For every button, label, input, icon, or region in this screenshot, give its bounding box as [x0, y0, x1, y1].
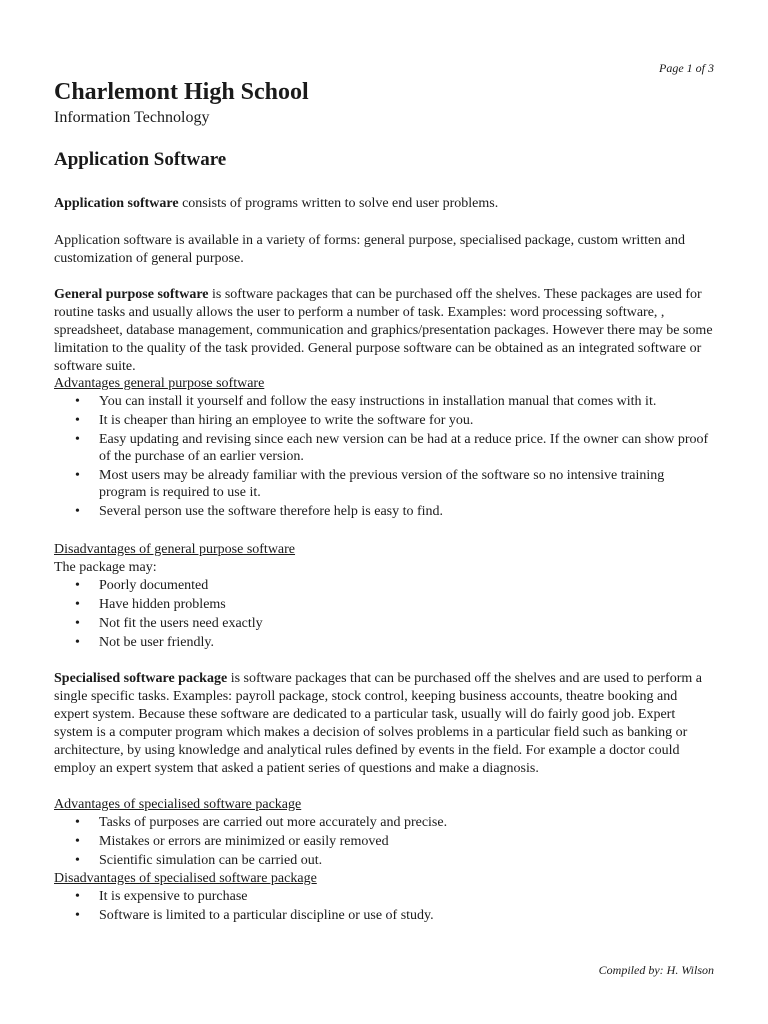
department-subtitle: Information Technology: [54, 109, 210, 126]
page-number: Page 1 of 3: [659, 61, 714, 75]
specialised-text: is software packages that can be purchased off the shelves and are used to perform a single specific tasks. Examples: payroll package, stock control, keeping business accounts, theatre booking and expert system. Because these software are dedicated to a particular task, usually will do fairly good job. Expert system is a computer program which makes a decision of solves problems in a particular field such as banking or architecture, by using knowledge and analytical rules defined by events in the field. For example a doctor could employ an expert system that asked a patient series of questions and make a diagnosis.: [54, 671, 702, 776]
list-item: • Mistakes or errors are minimized or easily removed: [54, 833, 714, 850]
list-item: • Several person use the software therefore help is easy to find.: [54, 503, 714, 520]
general-purpose-term: General purpose software: [54, 287, 209, 302]
specialised-advantages-heading: Advantages of specialised software package: [54, 797, 302, 812]
list-item: • Easy updating and revising since each new version can be had at a reduce price. If the owner can show proof of the purchase of an earlier version.: [54, 431, 714, 465]
specialised-advantages-section: [54, 796, 714, 871]
specialised-disadvantages-heading: Disadvantages of specialised software package: [54, 871, 317, 886]
forms-text: Application software is available in a variety of forms: general purpose, specialised package, custom written and customization of general purpose.: [54, 233, 685, 266]
general-disadvantages-list: [54, 577, 714, 651]
list-item: • You can install it yourself and follow the easy instructions in installation manual that comes with it.: [54, 393, 714, 410]
list-item: • It is expensive to purchase: [54, 888, 714, 905]
intro-text: consists of programs written to solve end user problems.: [178, 196, 499, 211]
intro-paragraph: [54, 195, 714, 213]
list-item: • Not fit the users need exactly: [54, 615, 714, 632]
list-item: • Scientific simulation can be carried out.: [54, 852, 714, 869]
list-item: • Poorly documented: [54, 577, 714, 594]
list-item: • Not be user friendly.: [54, 634, 714, 651]
specialised-term: Specialised software package: [54, 671, 228, 686]
section-title: Application Software: [54, 149, 227, 170]
footer-compiled-by: Compiled by: H. Wilson: [598, 963, 714, 977]
general-advantages-heading: Advantages general purpose software: [54, 376, 265, 391]
list-item: • Most users may be already familiar with the previous version of the software so no intensive training program is required to use it.: [54, 467, 714, 501]
school-title: Charlemont High School: [54, 79, 309, 105]
general-disadvantages-heading: Disadvantages of general purpose software: [54, 542, 296, 557]
general-advantages-section: [54, 375, 714, 522]
general-disadvantages-intro: The package may:: [54, 560, 157, 575]
forms-paragraph: [54, 232, 714, 268]
list-item: • Tasks of purposes are carried out more accurately and precise.: [54, 814, 714, 831]
document-page: [54, 0, 714, 1024]
list-item: • Software is limited to a particular discipline or use of study.: [54, 907, 714, 924]
general-disadvantages-section: [54, 541, 714, 653]
specialised-disadvantages-section: [54, 870, 714, 926]
specialised-advantages-list: [54, 814, 714, 869]
specialised-paragraph: [54, 670, 714, 778]
list-item: • It is cheaper than hiring an employee to write the software for you.: [54, 412, 714, 429]
list-item: • Have hidden problems: [54, 596, 714, 613]
general-advantages-list: [54, 393, 714, 520]
general-purpose-text: is software packages that can be purchased off the shelves. These packages are used for routine tasks and usually allows the user to perform a number of task. Examples: word processing software, , spreadsheet, database management, communication and graphics/presentation packages. However there may be some limitation to the quality of the task provided. General purpose software can be obtained as an integrated software or software suite.: [54, 287, 713, 374]
intro-term: Application software: [54, 196, 179, 211]
specialised-disadvantages-list: [54, 888, 714, 924]
general-purpose-paragraph: [54, 286, 714, 376]
